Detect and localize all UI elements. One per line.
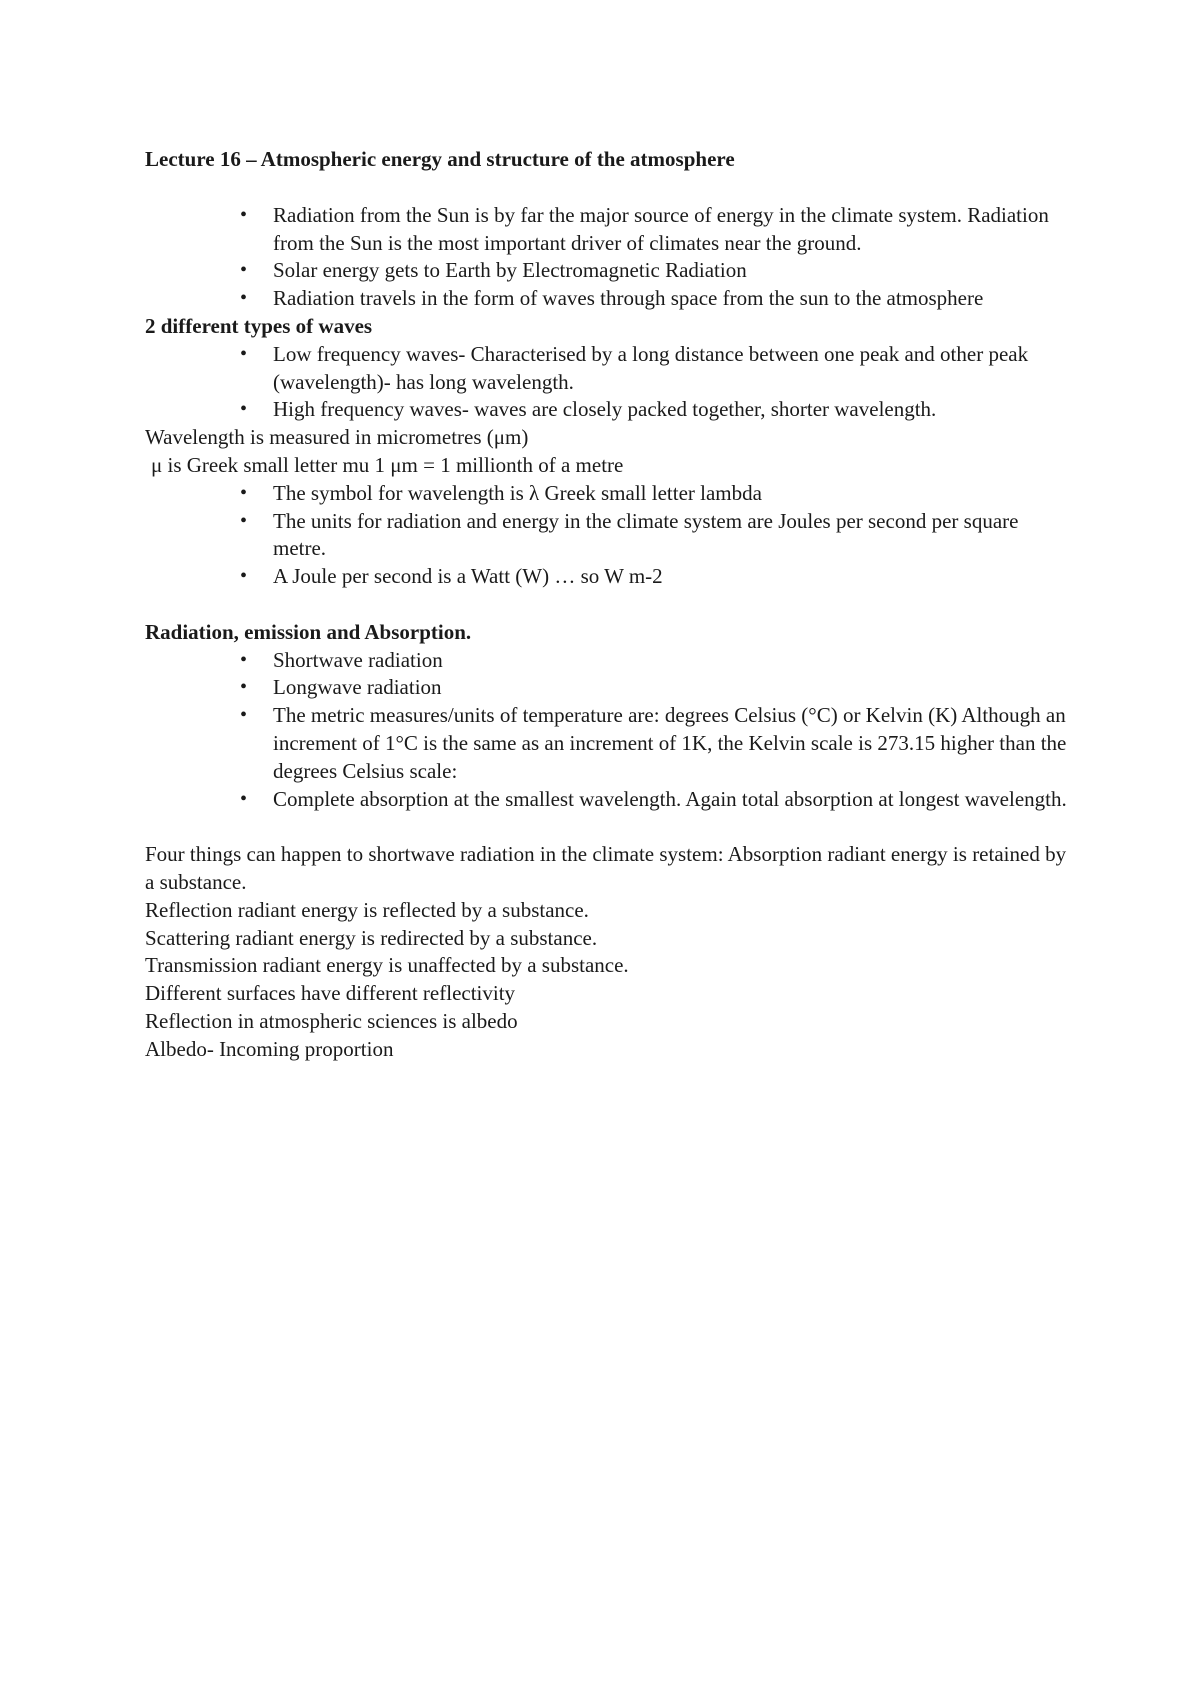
mu-definition-line: μ is Greek small letter mu 1 μm = 1 millionth of a metre xyxy=(151,452,624,477)
closing-line: Four things can happen to shortwave radiation in the climate system: Absorption radiant energy is retained by a substance. xyxy=(145,842,1067,894)
bullet-icon: • xyxy=(240,648,248,671)
list-item xyxy=(240,647,1075,675)
closing-line: Different surfaces have different reflectivity xyxy=(145,981,516,1006)
list-item-text: Low frequency waves- Characterised by a long distance between one peak and other peak (wavelength)- has long wavelength. xyxy=(273,341,1029,394)
closing-line: Reflection radiant energy is reflected by a substance. xyxy=(145,897,589,922)
bullet-icon: • xyxy=(240,259,248,282)
list-item-text: A Joule per second is a Watt (W) … so W m-2 xyxy=(273,564,663,589)
bullet-icon: • xyxy=(240,704,248,727)
bullet-icon: • xyxy=(240,565,248,588)
list-item-text: High frequency waves- waves are closely packed together, shorter wavelength. xyxy=(273,397,937,422)
list-item xyxy=(240,674,1075,702)
list-item xyxy=(240,285,1075,313)
list-item-text: The symbol for wavelength is λ Greek small letter lambda xyxy=(273,480,762,505)
list-item-text: Complete absorption at the smallest wavelength. Again total absorption at longest wavelength. xyxy=(273,786,1067,811)
list-item xyxy=(240,202,1075,258)
bullet-icon: • xyxy=(240,342,248,365)
list-item xyxy=(240,702,1075,785)
list-item xyxy=(240,341,1075,397)
waves-heading: 2 different types of waves xyxy=(145,313,373,338)
units-bullet-list xyxy=(145,480,1075,591)
list-item xyxy=(240,480,1075,508)
closing-line: Transmission radiant energy is unaffected by a substance. xyxy=(145,953,629,978)
list-item-text: Shortwave radiation xyxy=(273,647,443,672)
radiation-bullet-list xyxy=(145,647,1075,814)
spacer xyxy=(145,813,1075,841)
bullet-icon: • xyxy=(240,787,248,810)
list-item xyxy=(240,508,1075,564)
wavelength-units-line: Wavelength is measured in micrometres (μm) xyxy=(145,425,529,450)
waves-bullet-list xyxy=(145,341,1075,424)
intro-bullet-list xyxy=(145,202,1075,313)
list-item xyxy=(240,257,1075,285)
bullet-icon: • xyxy=(240,398,248,421)
closing-line: Albedo- Incoming proportion xyxy=(145,1036,394,1061)
list-item xyxy=(240,786,1075,814)
bullet-icon: • xyxy=(240,203,248,226)
document-page xyxy=(145,146,1075,1064)
document-title: Lecture 16 – Atmospheric energy and structure of the atmosphere xyxy=(145,147,735,171)
closing-line: Scattering radiant energy is redirected by a substance. xyxy=(145,925,598,950)
list-item-text: The units for radiation and energy in the climate system are Joules per second per square metre. xyxy=(273,508,1019,561)
list-item-text: Solar energy gets to Earth by Electromagnetic Radiation xyxy=(273,258,747,283)
bullet-icon: • xyxy=(240,676,248,699)
list-item-text: Longwave radiation xyxy=(273,675,442,700)
bullet-icon: • xyxy=(240,287,248,310)
list-item-text: Radiation from the Sun is by far the major source of energy in the climate system. Radiation from the Sun is the most important driver of climates near the ground. xyxy=(273,202,1049,255)
closing-line: Reflection in atmospheric sciences is albedo xyxy=(145,1008,518,1033)
list-item-text: The metric measures/units of temperature are: degrees Celsius (°C) or Kelvin (K) Although an increment of 1°C is the same as an increment of 1K, the Kelvin scale is 273.15 higher than the degrees Celsius scale: xyxy=(273,703,1067,783)
list-item xyxy=(240,396,1075,424)
spacer xyxy=(145,591,1075,619)
radiation-heading: Radiation, emission and Absorption. xyxy=(145,619,472,644)
bullet-icon: • xyxy=(240,481,248,504)
list-item xyxy=(240,563,1075,591)
bullet-icon: • xyxy=(240,509,248,532)
list-item-text: Radiation travels in the form of waves through space from the sun to the atmosphere xyxy=(273,286,984,311)
